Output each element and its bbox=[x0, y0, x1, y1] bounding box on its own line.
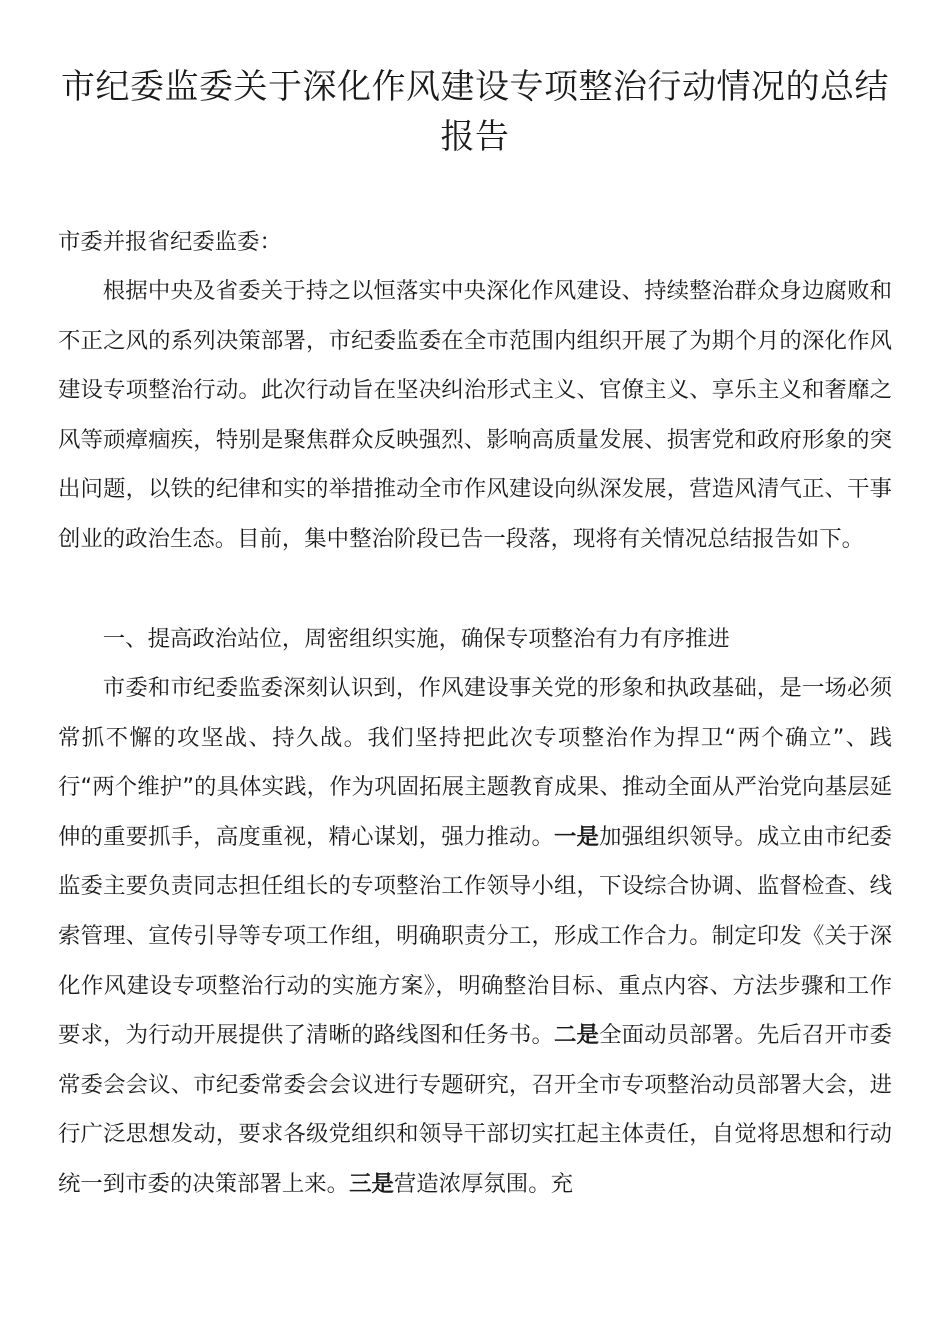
point-3-label: 三是 bbox=[349, 1170, 394, 1197]
point-3-text: 营造浓厚氛围。充 bbox=[393, 1170, 573, 1197]
document-title: 市纪委监委关于深化作风建设专项整治行动情况的总结报告 bbox=[61, 67, 889, 157]
salutation: 市委并报省纪委监委： bbox=[58, 229, 282, 255]
section-heading-1: 一、提高政治站位，周密组织实施，确保专项整治有力有序推进 bbox=[102, 626, 730, 652]
point-1-label: 一是 bbox=[553, 823, 600, 850]
point-2-text: 全面动员部署。先后召开市委常委会会议、市纪委常委会会议进行专题研究，召开全市专项整治动员部署大会，进行广泛思想发动，要求各级党组织和领导干部切实扛起主体责任，自觉将思想和行动统一到市委的决策部署上来。 bbox=[58, 1022, 893, 1197]
point-1-text: 加强组织领导。成立由市纪委监委主要负责同志担任组长的专项整治工作领导小组，下设综合协调、监督检查、线索管理、宣传引导等专项工作组，明确职责分工，形成工作合力。制定印发《关于深化作风建设专项整治行动的实施方案》，明确整治目标、重点内容、方法步骤和工作要求，为行动开展提供了清晰的路线图和任务书。 bbox=[58, 823, 893, 1049]
paragraph-section-1-intro: 市委和市纪委监委深刻认识到，作风建设事关党的形象和执政基础，是一场必须常抓不懈的攻坚战、持久战。我们坚持把此次专项整治作为捍卫“两个确立”、践行“两个维护”的具体实践，作为巩固拓展主题教育成果、推动全面从严治党向基层延伸的重要抓手，高度重视，精心谋划，强力推动。 bbox=[58, 675, 892, 850]
paragraph-intro: 根据中央及省委关于持之以恒落实中央深化作风建设、持续整治群众身边腐败和不正之风的系列决策部署，市纪委监委在全市范围内组织开展了为期个月的深化作风建设专项整治行动。此次行动旨在坚决纠治形式主义、官僚主义、享乐主义和奢靡之风等顽瘴痼疾，特别是聚焦群众反映强烈、影响高质量发展、损害党和政府形象的突出问题，以铁的纪律和实的举措推动全市作风建设向纵深发展，营造风清气正、干事创业的政治生态。目前，集中整治阶段已告一段落，现将有关情况总结报告如下。 bbox=[58, 278, 892, 552]
paragraph-section-1 bbox=[58, 664, 892, 1210]
point-2-label: 二是 bbox=[553, 1022, 600, 1049]
